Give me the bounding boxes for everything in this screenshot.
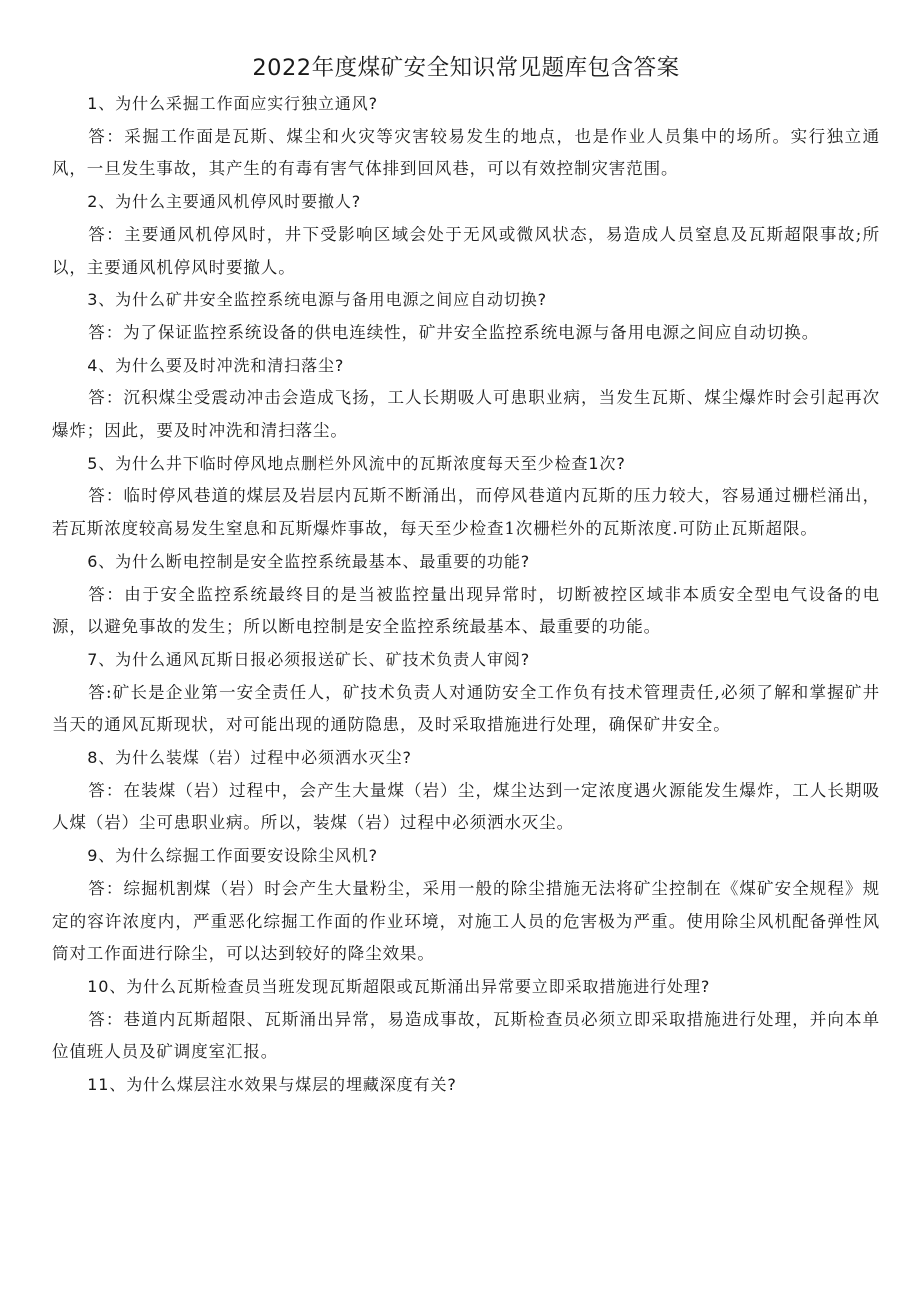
answer-6: 答：由于安全监控系统最终目的是当被监控量出现异常时，切断被控区域非本质安全型电气设备的电源，以避免事故的发生；所以断电控制是安全监控系统最基本、最重要的功能。	[52, 584, 880, 637]
qa-item-6	[52, 546, 880, 644]
question-6: 6、为什么断电控制是安全监控系统最基本、最重要的功能?	[87, 551, 531, 571]
answer-7: 答:矿长是企业第一安全责任人，矿技术负责人对通防安全工作负有技术管理责任,必须了解和掌握矿井当天的通风瓦斯现状，对可能出现的通防隐患，及时采取措施进行处理，确保矿井安全。	[52, 682, 880, 735]
answer-8: 答：在装煤（岩）过程中，会产生大量煤（岩）尘，煤尘达到一定浓度遇火源能发生爆炸，工人长期吸人煤（岩）尘可患职业病。所以，装煤（岩）过程中必须洒水灭尘。	[52, 780, 880, 833]
qa-item-1	[52, 88, 880, 186]
answer-9: 答：综掘机割煤（岩）时会产生大量粉尘，采用一般的除尘措施无法将矿尘控制在《煤矿安全规程》规定的容许浓度内，严重恶化综掘工作面的作业环境，对施工人员的危害极为严重。使用除尘风机配备弹性风筒对工作面进行除尘，可以达到较好的降尘效果。	[52, 878, 880, 964]
answer-2: 答：主要通风机停风时，井下受影响区域会处于无风或微风状态，易造成人员窒息及瓦斯超限事故;所以，主要通风机停风时要撤人。	[52, 224, 880, 277]
question-4: 4、为什么要及时冲洗和清扫落尘?	[87, 355, 345, 375]
qa-item-7	[52, 644, 880, 742]
question-11: 11、为什么煤层注水效果与煤层的埋藏深度有关?	[87, 1075, 457, 1095]
qa-item-5	[52, 448, 880, 546]
question-7: 7、为什么通风瓦斯日报必须报送矿长、矿技术负责人审阅?	[87, 649, 531, 669]
question-10: 10、为什么瓦斯检查员当班发现瓦斯超限或瓦斯涌出异常要立即采取措施进行处理?	[87, 976, 711, 996]
question-5: 5、为什么井下临时停风地点删栏外风流中的瓦斯浓度每天至少检查1次?	[87, 453, 626, 473]
answer-3: 答：为了保证监控系统设备的供电连续性，矿井安全监控系统电源与备用电源之间应自动切换。	[88, 322, 820, 342]
question-1: 1、为什么采掘工作面应实行独立通风?	[87, 94, 379, 113]
answer-4: 答：沉积煤尘受震动冲击会造成飞扬，工人长期吸人可患职业病，当发生瓦斯、煤尘爆炸时会引起再次爆炸；因此，要及时冲洗和清扫落尘。	[52, 388, 880, 441]
question-2: 2、为什么主要通风机停风时要撤人?	[87, 192, 362, 212]
document-title: 2022年度煤矿安全知识常见题库包含答案	[252, 55, 680, 81]
question-3: 3、为什么矿井安全监控系统电源与备用电源之间应自动切换?	[87, 290, 548, 310]
answer-1: 答：采掘工作面是瓦斯、煤尘和火灾等灾害较易发生的地点，也是作业人员集中的场所。实行独立通风，一旦发生事故，其产生的有毒有害气体排到回风巷，可以有效控制灾害范围。	[52, 126, 880, 179]
qa-item-2	[52, 186, 880, 284]
answer-5: 答：临时停风巷道的煤层及岩层内瓦斯不断涌出，而停风巷道内瓦斯的压力较大，容易通过栅栏涌出，若瓦斯浓度较高易发生窒息和瓦斯爆炸事故，每天至少检查1次栅栏外的瓦斯浓度.可防止瓦斯超限。	[52, 486, 880, 539]
question-9: 9、为什么综掘工作面要安设除尘风机?	[87, 846, 379, 866]
qa-item-11	[52, 1069, 880, 1102]
qa-item-8	[52, 742, 880, 840]
qa-item-3	[52, 284, 880, 349]
qa-item-10	[52, 971, 880, 1069]
qa-item-4	[52, 350, 880, 448]
question-8: 8、为什么装煤（岩）过程中必须洒水灭尘?	[87, 748, 412, 768]
qa-item-9	[52, 840, 880, 971]
answer-10: 答：巷道内瓦斯超限、瓦斯涌出异常，易造成事故，瓦斯检查员必须立即采取措施进行处理，并向本单位值班人员及矿调度室汇报。	[52, 1009, 880, 1062]
